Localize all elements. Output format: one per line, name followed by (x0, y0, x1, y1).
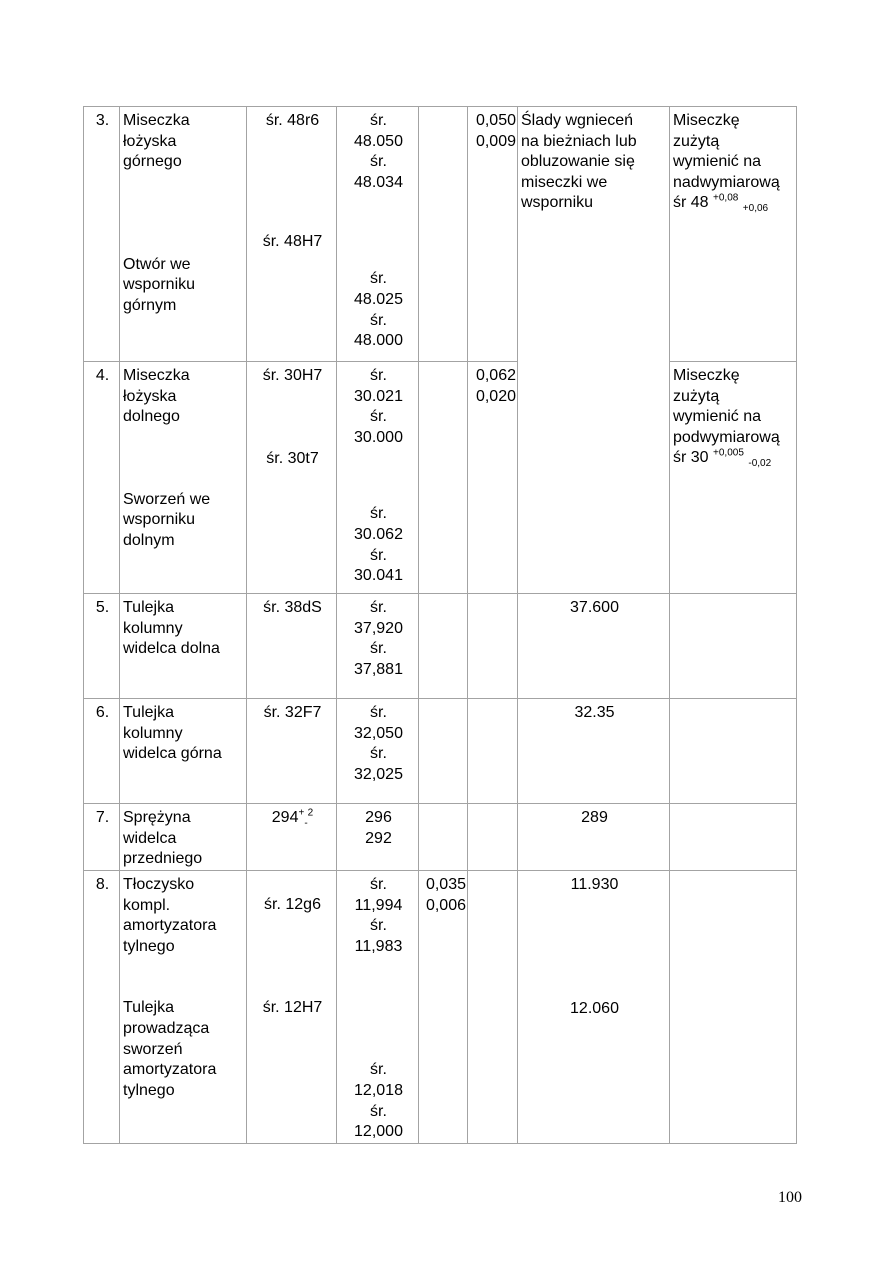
dimension-range: śr. 37,920 śr. 37,881 (354, 599, 403, 678)
part-name: Miseczka łożyska górnego (123, 112, 190, 171)
fit-values: 0,062 0,020 (475, 367, 516, 405)
wear-description-cell (518, 107, 670, 594)
specification-table (83, 106, 797, 1144)
nominal-size: śr. 48H7 (262, 232, 323, 250)
table-row (84, 804, 797, 871)
remedy-dimension: śr 48 (673, 194, 709, 212)
remedy-text: Miseczkę zużytą wymienić na podwymiarową (673, 367, 780, 446)
dimension-cell (337, 699, 419, 804)
remedy-cell (670, 362, 797, 594)
empty-cell (670, 804, 797, 871)
nominal-size: śr. 48r6 (265, 112, 320, 129)
part-name-cell (120, 699, 247, 804)
part-name-cell (120, 362, 247, 594)
remedy-text: Miseczkę zużytą wymienić na nadwymiarową (673, 112, 780, 191)
empty-cell (670, 871, 797, 1144)
nominal-size: śr. 30H7 (262, 367, 323, 384)
part-name-cell (120, 804, 247, 871)
dimension-cell (337, 804, 419, 871)
nominal-tolerance-plus: + (298, 807, 305, 819)
fit-values: 0,050 0,009 (475, 112, 516, 150)
empty-cell (468, 594, 518, 699)
nominal-size: śr. 12g6 (264, 896, 321, 913)
part-name-cell (120, 107, 247, 362)
dimension-range: śr. 11,994 śr. 11,983 (354, 876, 403, 955)
part-name: Tulejka prowadząca sworzeń amortyzatora tylnego (123, 999, 217, 1099)
row-number: 3. (84, 107, 120, 362)
part-name: Sprężyna widelca przedniego (123, 809, 203, 868)
empty-cell (670, 594, 797, 699)
empty-cell (419, 362, 468, 594)
dimension-range: śr. 32,050 śr. 32,025 (354, 704, 403, 783)
row-number: 6. (84, 699, 120, 804)
part-name: Miseczka łożyska dolnego (123, 367, 190, 426)
empty-cell (670, 699, 797, 804)
empty-cell (419, 107, 468, 362)
part-name: Otwór we wsporniku górnym (123, 255, 196, 314)
limit-value: 37.600 (518, 594, 670, 699)
remedy-upper-tolerance: +0,08 (713, 193, 739, 205)
nominal-cell (247, 107, 337, 362)
nominal-size: śr. 12H7 (262, 998, 323, 1016)
dimension-cell (337, 594, 419, 699)
table-row (84, 107, 797, 362)
empty-cell (468, 804, 518, 871)
fit-cell (468, 362, 518, 594)
remedy-lower-tolerance: +0,06 (742, 203, 769, 215)
limit-cell (518, 871, 670, 1144)
clearance-cell (419, 871, 468, 1144)
part-name: Tłoczysko kompl. amortyzatora tylnego (123, 876, 217, 955)
part-name: Tulejka kolumny widelca dolna (123, 599, 220, 658)
row-number: 5. (84, 594, 120, 699)
limit-value: 11.930 (570, 876, 619, 893)
limit-value: 289 (518, 804, 670, 871)
part-name-cell (120, 871, 247, 1144)
empty-cell (419, 804, 468, 871)
dimension-cell (337, 107, 419, 362)
table-row (84, 871, 797, 1144)
dimension-cell (337, 871, 419, 1144)
row-number: 8. (84, 871, 120, 1144)
remedy-dimension: śr 30 (673, 449, 709, 467)
nominal-tolerance-value: 2 (307, 807, 314, 819)
dimension-cell (337, 362, 419, 594)
dimension-range: śr. 48.025 śr. 48.000 (354, 270, 403, 350)
dimension-range: 296 292 (365, 809, 392, 847)
nominal-cell (247, 871, 337, 1144)
row-number: 4. (84, 362, 120, 594)
empty-cell (419, 594, 468, 699)
table-row (84, 362, 797, 594)
table-row (84, 699, 797, 804)
empty-cell (419, 699, 468, 804)
nominal-size: śr. 38dS (247, 594, 337, 699)
remedy-upper-tolerance: +0,005 (713, 448, 744, 460)
nominal-size: śr. 30t7 (266, 449, 319, 467)
nominal-tolerance-minus: - (304, 818, 308, 830)
empty-cell (468, 871, 518, 1144)
limit-value: 12.060 (570, 999, 619, 1017)
remedy-cell (670, 107, 797, 362)
table-row (84, 594, 797, 699)
dimension-range: śr. 48.050 śr. 48.034 (354, 112, 403, 191)
dimension-range: śr. 12,018 śr. 12,000 (354, 1061, 403, 1141)
limit-value: 32.35 (518, 699, 670, 804)
part-name-cell (120, 594, 247, 699)
empty-cell (468, 699, 518, 804)
dimension-range: śr. 30.062 śr. 30.041 (354, 505, 403, 585)
clearance-values: 0,035 0,006 (425, 876, 466, 914)
nominal-size: 294 (271, 809, 299, 826)
row-number: 7. (84, 804, 120, 871)
remedy-lower-tolerance: -0,02 (748, 458, 772, 470)
nominal-cell (247, 362, 337, 594)
fit-cell (468, 107, 518, 362)
part-name: Sworzeń we wsporniku dolnym (123, 490, 211, 549)
nominal-size: śr. 32F7 (247, 699, 337, 804)
nominal-cell (247, 804, 337, 871)
dimension-range: śr. 30.021 śr. 30.000 (354, 367, 403, 446)
wear-description: Ślady wgnieceń na bieżniach lub obluzowanie się miseczki we wsporniku (521, 112, 637, 212)
part-name: Tulejka kolumny widelca górna (123, 704, 222, 763)
page-number: 100 (778, 1189, 802, 1206)
